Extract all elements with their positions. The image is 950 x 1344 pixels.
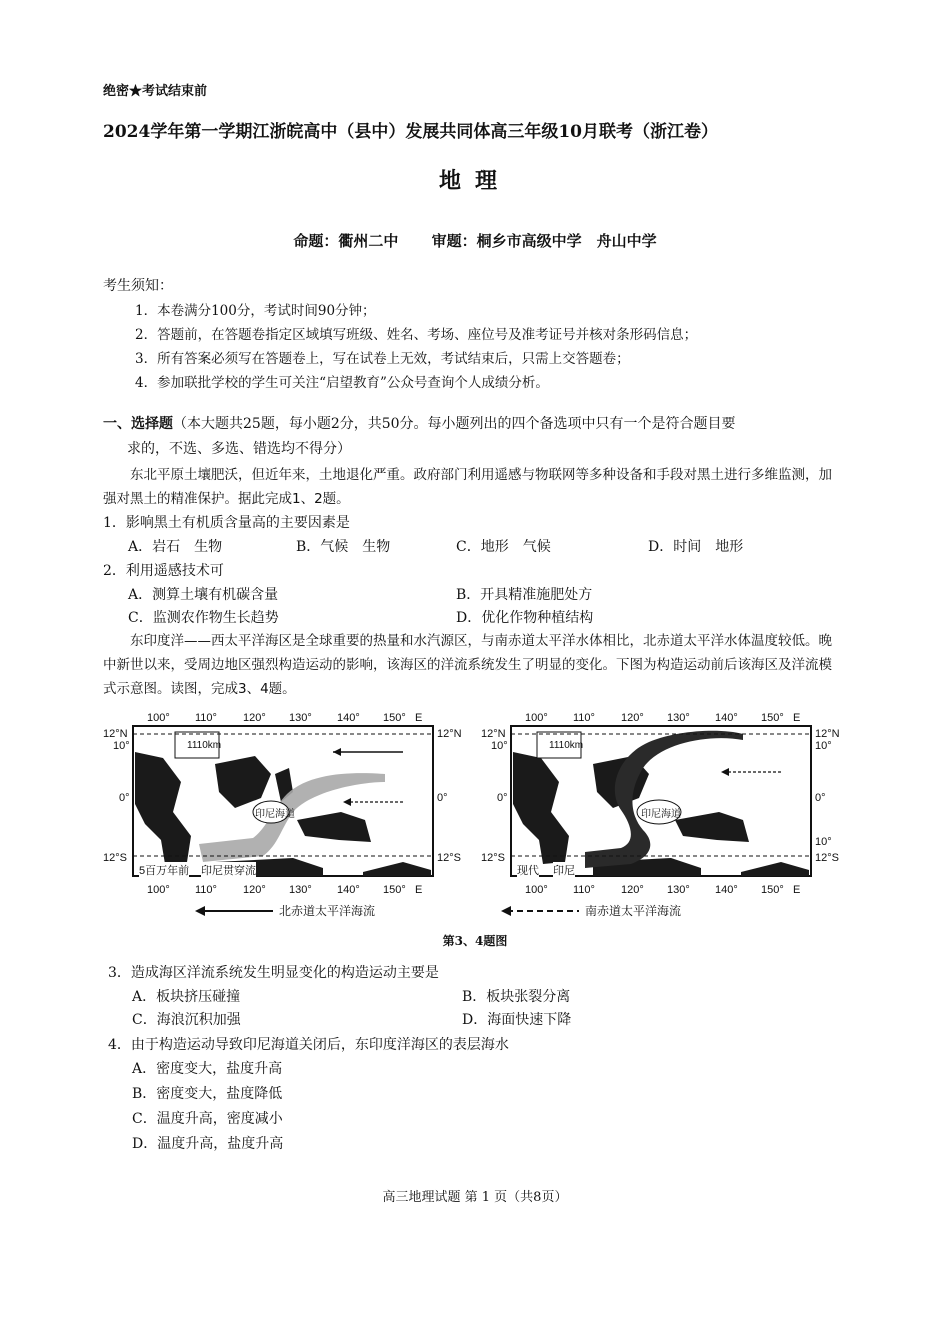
lon-label-bottom: 150° <box>383 884 406 896</box>
setter: 命题：衢州二中 <box>293 232 399 250</box>
section-desc-2: 求的，不选、多选、错选均不得分） <box>127 441 351 457</box>
lon-label: E <box>415 712 423 724</box>
lon-label: E <box>793 712 801 724</box>
question-1-option-b[interactable]: B．气候 生物 <box>296 539 391 555</box>
lat-label: 10° <box>815 836 832 848</box>
map-before-drawing <box>103 712 453 937</box>
strait-label: 印尼海道 <box>641 809 681 820</box>
question-2-option-d[interactable]: D．优化作物种植结构 <box>456 610 594 626</box>
lat-label: 12°N <box>815 728 840 740</box>
lon-label: 150° <box>761 712 784 724</box>
lat-label: 12°N <box>103 728 128 740</box>
question-2-option-b[interactable]: B．开具精准施肥处方 <box>456 587 593 603</box>
question-3-option-c[interactable]: C．海浪沉积加强 <box>132 1012 241 1028</box>
ocean-current-figure <box>103 712 843 942</box>
lon-label: 140° <box>337 712 360 724</box>
question-2-option-c[interactable]: C．监测农作物生长趋势 <box>128 610 279 626</box>
lon-label-bottom: 130° <box>289 884 312 896</box>
scale-label: 1110km <box>549 740 584 751</box>
exam-title: 2024学年第一学期江浙皖高中（县中）发展共同体高三年级10月联考（浙江卷） <box>103 122 718 142</box>
lon-label-bottom: 120° <box>243 884 266 896</box>
lon-label: 110° <box>573 712 595 724</box>
question-1-option-a[interactable]: A．岩石 生物 <box>128 539 223 555</box>
throughflow-label: 印尼 <box>553 862 575 878</box>
lon-label: 130° <box>289 712 312 724</box>
question-3-option-b[interactable]: B．板块张裂分离 <box>462 989 571 1005</box>
map-after <box>481 712 840 937</box>
lon-label-bottom: 110° <box>573 884 595 896</box>
lat-label: 12°S <box>815 852 839 864</box>
lat-label: 12°S <box>481 852 505 864</box>
era-label: 5百万年前 <box>139 862 189 878</box>
throughflow-label: 印尼贯穿流 <box>201 862 256 878</box>
lon-label-bottom: 100° <box>525 884 548 896</box>
lat-label: 0° <box>119 792 130 804</box>
subject-title: 地理 <box>438 168 511 194</box>
lon-label-bottom: E <box>793 884 801 896</box>
lat-label: 10° <box>491 740 508 752</box>
section-heading <box>103 412 843 462</box>
notice-item: 1．本卷满分100分，考试时间90分钟； <box>135 303 376 319</box>
lat-label: 12°S <box>103 852 127 864</box>
lon-label-bottom: 100° <box>147 884 170 896</box>
lon-label: 120° <box>621 712 644 724</box>
lon-label-bottom: 140° <box>337 884 360 896</box>
notice-heading: 考生须知： <box>103 278 173 294</box>
lon-label-bottom: 130° <box>667 884 690 896</box>
question-4-option-d[interactable]: D．温度升高，盐度升高 <box>132 1136 284 1152</box>
lat-label: 12°N <box>481 728 506 740</box>
lon-label-bottom: 110° <box>195 884 217 896</box>
question-1-option-c[interactable]: C．地形 气候 <box>456 539 551 555</box>
lon-label-bottom: 150° <box>761 884 784 896</box>
notice-item: 2．答题前，在答题卷指定区域填写班级、姓名、考场、座位号及准考证号并核对条形码信息； <box>135 327 698 343</box>
era-label: 现代 <box>517 862 539 878</box>
question-3-stem: 3．造成海区洋流系统发生明显变化的构造运动主要是 <box>108 965 439 981</box>
question-4-option-c[interactable]: C．温度升高，密度减小 <box>132 1111 283 1127</box>
confidential-mark: 绝密★考试结束前 <box>103 84 208 99</box>
section-desc-1: （本大题共25题，每小题2分，共50分。每小题列出的四个备选项中只有一个是符合题目要 <box>173 416 736 432</box>
lon-label: 110° <box>195 712 217 724</box>
question-2-stem: 2．利用遥感技术可 <box>103 563 224 579</box>
lon-label: 140° <box>715 712 738 724</box>
page-footer: 高三地理试题 第 1 页（共8页） <box>382 1190 568 1205</box>
author-line <box>0 230 950 251</box>
lon-label: 130° <box>667 712 690 724</box>
lat-label: 12°S <box>437 852 461 864</box>
map-before <box>103 712 462 937</box>
figure-caption: 第3、4题图 <box>442 934 508 948</box>
question-1-option-d[interactable]: D．时间 地形 <box>648 539 744 555</box>
lon-label-bottom: 120° <box>621 884 644 896</box>
question-4-option-b[interactable]: B．密度变大，盐度降低 <box>132 1086 283 1102</box>
passage-2: 东印度洋——西太平洋海区是全球重要的热量和水汽源区，与南赤道太平洋水体相比，北赤道太平洋水体温度较低。晚中新世以来，受周边地区强烈构造运动的影响，该海区的洋流系统发生了明显的变化。下图为构造运动前后该海区及洋流模式示意图。读图，完成3、4题。 <box>103 633 832 697</box>
question-2-option-a[interactable]: A．测算土壤有机碳含量 <box>128 587 279 603</box>
legend-north-equatorial: 北赤道太平洋海流 <box>279 904 376 918</box>
lon-label-bottom: E <box>415 884 423 896</box>
section-label: 一、选择题 <box>103 416 173 432</box>
reviewer: 审题：桐乡市高级中学 舟山中学 <box>431 232 657 250</box>
lat-label: 10° <box>815 740 832 752</box>
lat-label: 12°N <box>437 728 462 740</box>
lon-label: 120° <box>243 712 266 724</box>
question-4-stem: 4．由于构造运动导致印尼海道关闭后，东印度洋海区的表层海水 <box>108 1037 509 1053</box>
notice-item: 4．参加联批学校的学生可关注“启望教育”公众号查询个人成绩分析。 <box>135 375 549 391</box>
question-3-option-a[interactable]: A．板块挤压碰撞 <box>132 989 241 1005</box>
lon-label: 100° <box>525 712 548 724</box>
notice-item: 3．所有答案必须写在答题卷上，写在试卷上无效，考试结束后，只需上交答题卷； <box>135 351 630 367</box>
question-4-option-a[interactable]: A．密度变大，盐度升高 <box>132 1061 283 1077</box>
lat-label: 0° <box>497 792 508 804</box>
scale-label: 1110km <box>187 740 222 751</box>
strait-label: 印尼海道 <box>255 809 295 820</box>
legend-south-equatorial: 南赤道太平洋海流 <box>585 904 682 918</box>
lon-label: 150° <box>383 712 406 724</box>
lat-label: 0° <box>815 792 826 804</box>
lon-label: 100° <box>147 712 170 724</box>
lon-label-bottom: 140° <box>715 884 738 896</box>
passage-1: 东北平原土壤肥沃，但近年来，土地退化严重。政府部门利用遥感与物联网等多种设备和手段对黑土进行多维监测，加强对黑土的精准保护。据此完成1、2题。 <box>103 467 832 507</box>
lat-label: 0° <box>437 792 448 804</box>
lat-label: 10° <box>113 740 130 752</box>
question-1-stem: 1．影响黑土有机质含量高的主要因素是 <box>103 515 350 531</box>
question-3-option-d[interactable]: D．海面快速下降 <box>462 1012 572 1028</box>
